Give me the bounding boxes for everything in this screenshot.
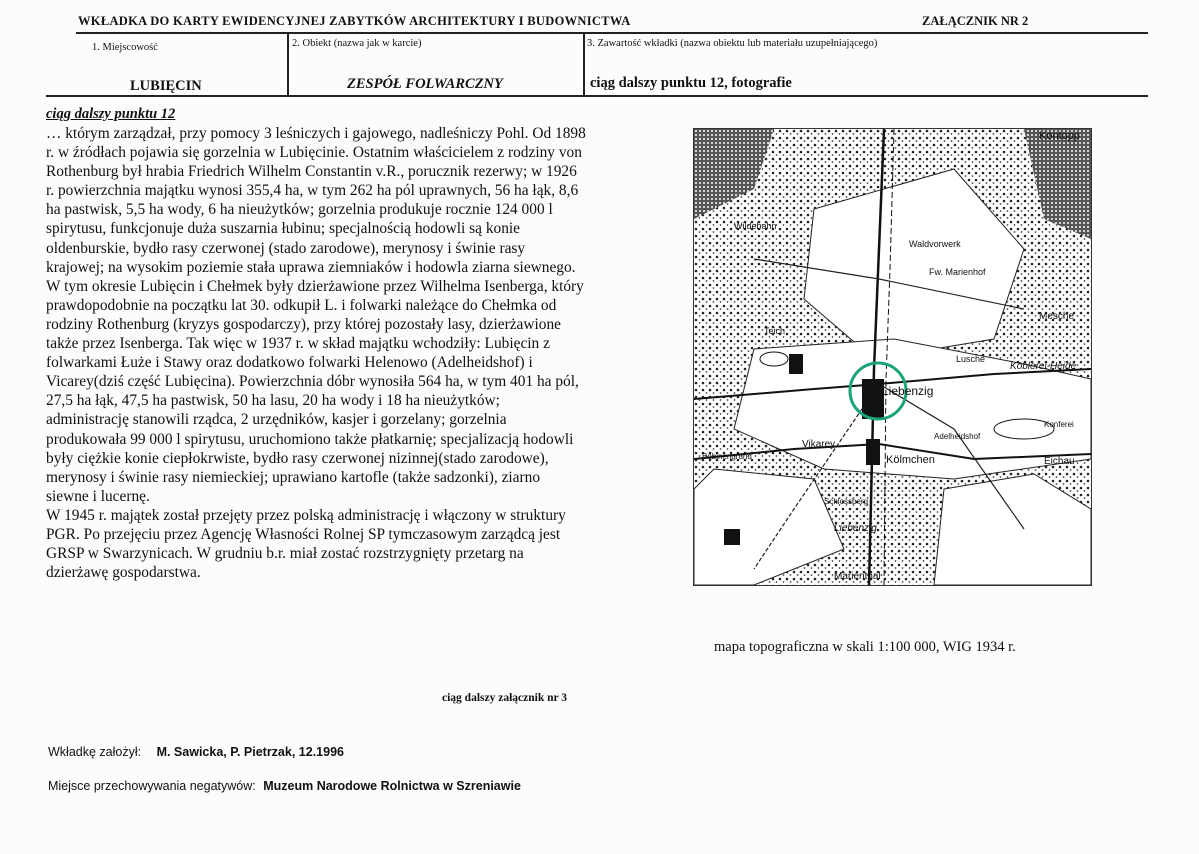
map-label: Marienthal <box>834 571 881 582</box>
map-label: Adelheidshof <box>934 432 981 441</box>
map-label: Liebenzig <box>882 384 934 398</box>
map-label: Liebenzig <box>834 523 877 534</box>
author-line <box>48 745 344 759</box>
storage-line <box>48 779 521 793</box>
map-caption: mapa topograficzna w skali 1:100 000, WIG 1934 r. <box>714 639 1016 655</box>
map-label: Teich <box>764 326 786 336</box>
author-value: M. Sawicka, P. Pietrzak, 12.1996 <box>156 745 344 759</box>
content-value: ciąg dalszy punktu 12, fotografie <box>590 75 792 91</box>
body-paragraph: W 1945 r. majątek został przejęty przez polską administrację i włączony w struktury PGR. Po przejęciu przez Agencję Własności Rolnej SP tymczasowym zarządcą jest GRSP w Swarzynicach. W grudniu b.r. miał zostać rozstrzygnięty przetarg na dzierżawę gospodarstwa. <box>46 506 566 582</box>
field-label-locality: 1. Miejscowość <box>92 42 158 53</box>
map-label: Eichau <box>1044 456 1075 467</box>
map-label: Köblerei-Heide <box>1010 361 1077 372</box>
continued-note: ciąg dalszy załącznik nr 3 <box>442 692 568 704</box>
author-label: Wkładkę założył: <box>48 745 142 759</box>
map-label: Mesche <box>1039 311 1075 322</box>
locality-value: LUBIĘCIN <box>130 78 202 94</box>
map-label: Vikarey <box>802 439 836 450</box>
topographic-map <box>693 128 1092 586</box>
map-label: Bebinengrund <box>702 452 752 461</box>
object-value: ZESPÓŁ FOLWARCZNY <box>347 76 503 92</box>
body-text <box>46 124 586 582</box>
map-label: Kölmchen <box>886 454 935 466</box>
attachment-number: ZAŁĄCZNIK NR 2 <box>922 14 1029 28</box>
section-title: ciąg dalszy punktu 12 <box>46 106 176 122</box>
map-label: Schlossberg <box>824 497 869 506</box>
field-label-object: 2. Obiekt (nazwa jak w karcie) <box>292 38 422 49</box>
form-title: WKŁADKA DO KARTY EWIDENCYJNEJ ZABYTKÓW ARCHITEKTURY I BUDOWNICTWA <box>78 14 631 28</box>
storage-value: Muzeum Narodowe Rolnictwa w Szreniawie <box>263 779 521 793</box>
header-rule <box>76 32 1148 34</box>
fields-bottom-rule <box>46 95 1148 97</box>
body-paragraph: … którym zarządzał, przy pomocy 3 leśniczych i gajowego, nadleśniczy Pohl. Od 1898 r. w źródłach pojawia się gorzelnia w Lubięcinie. Ostatnim właścicielem z rodziny von Rothenburg był hrabia Friedrich Wilhelm Constantin v.R., porucznik rezerwy; w 1926 r. powierzchnia majątku wynosi 355,4 ha, w tym 262 ha pól uprawnych, 56 ha łąk, 8,6 ha pastwisk, 5,5 ha wody, 6 ha nieużytków; gorzelnia produkuje rocznie 124 000 l spirytusu, funkcjonuje duża suszarnia łubinu; specjalnością hodowli są konie oldenburskie, bydło rasy czerwonej (stado zarodowe), merynosy i świnie rasy krajowej; na wysokim poziemie stała uprawa ziemniaków i hodowla ziarna siewnego. W tym okresie Lubięcin i Chełmek były dzierżawione przez Wilhelma Isenberga, który prawdopodobnie na początku lat 30. odkupił L. i folwarki należące do Chełmka od rodziny Rothenburg (kryzys gospodarczy), przy której pozostały lasy, dzierżawione także przez Isenberga. Tak więc w 1937 r. w skład majątku wchodziły: Lubięcin z folwarkami Łuże i Stawy oraz dodatkowo folwarki Helenowo (Adelheidshof) i Vicarey(dziś część Lubięcina). Powierzchnia dóbr wynosiła 564 ha, w tym 401 ha pól, 27,5 ha łąk, 47,5 ha pastwisk, 50 ha lasu, 20 ha wody i 18 ha nieużytków; administrację stanowili rządca, 2 urzędników, kasjer i gorzelany; gorzelnia produkowała 99 000 l spirytusu, uruchomiono także płatkarnię; specjalizacją hodowli były ciężkie konie ciepłokrwiste, bydło rasy czerwonej nizinnej(stado zarodowe), merynosy i świnie rasy niemieckiej; uprawiano kartofle (także sadzonki), ziarno siewne i lucernę. <box>46 125 586 505</box>
map-label: Fw. Marienhof <box>929 267 986 277</box>
map-label: Konferei <box>1044 420 1074 429</box>
map-label: Waldvorwerk <box>909 239 961 249</box>
map-label: Wildebahn <box>734 221 777 231</box>
map-drawing <box>694 129 1091 585</box>
field-divider <box>583 33 585 96</box>
map-label: Kontopp <box>1039 130 1080 142</box>
map-label: Lusche <box>956 354 986 364</box>
field-label-content: 3. Zawartość wkładki (nazwa obiektu lub materiału uzupełniającego) <box>587 38 878 49</box>
storage-label: Miejsce przechowywania negatywów: <box>48 779 256 793</box>
field-divider <box>287 33 289 96</box>
